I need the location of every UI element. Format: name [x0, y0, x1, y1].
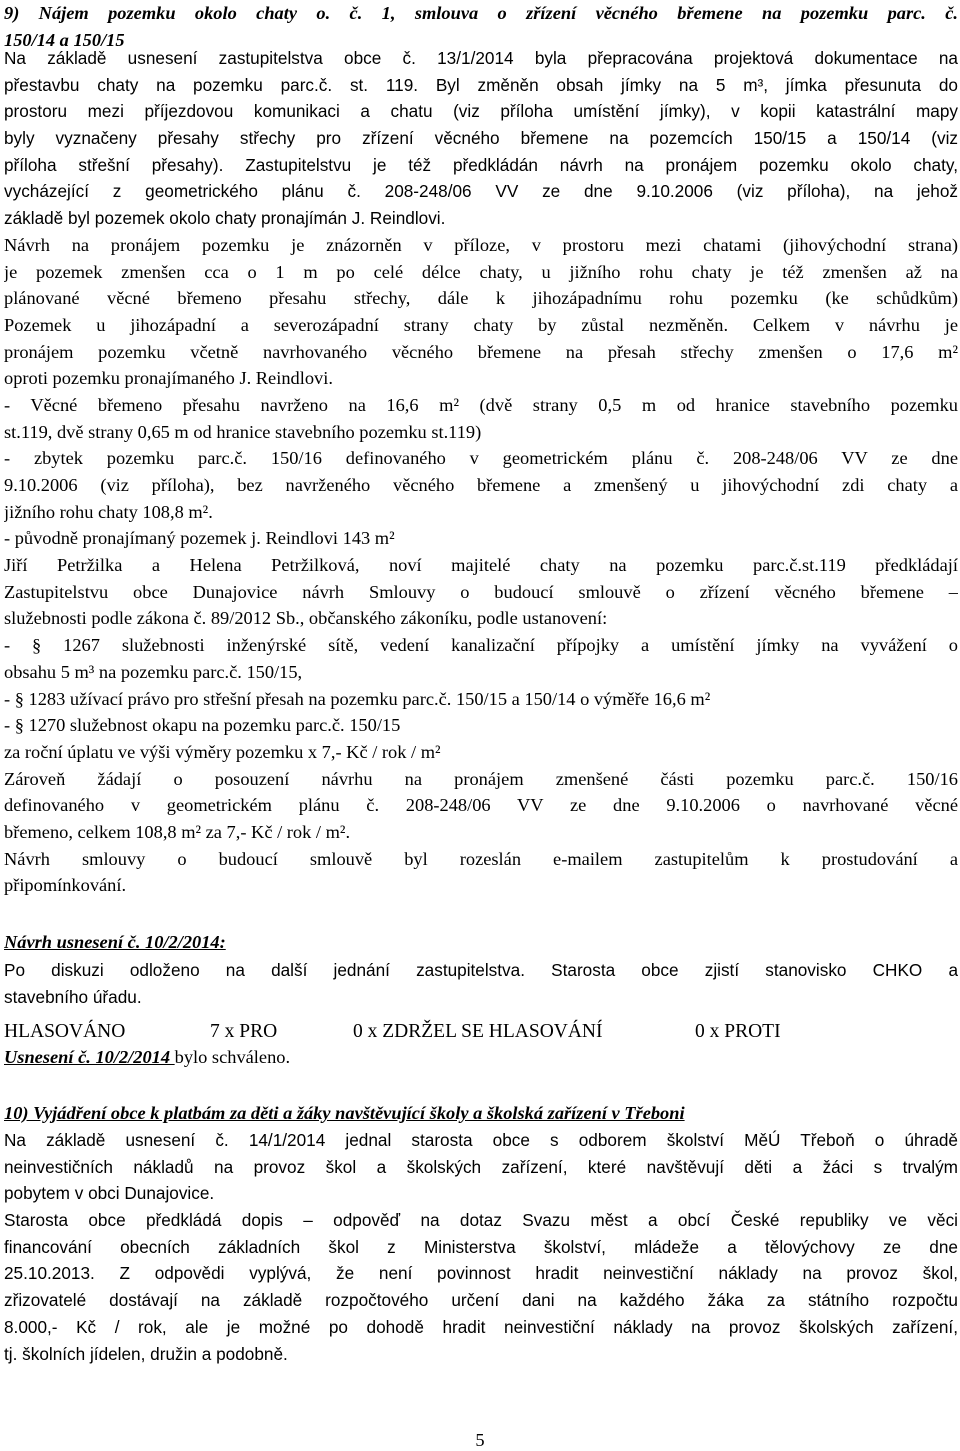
body-line: - § 1283 užívací právo pro střešní přesah na pozemku parc.č. 150/15 a 150/14 o výměře 16,6 m² — [4, 688, 711, 709]
body-line: 25.10.2013. Z odpovědi vyplývá, že není povinnost hradit neinvestiční náklady na provoz škol, — [4, 1263, 958, 1284]
body-line: prostoru mezi příjezdovou komunikaci a chatu (viz příloha umístění jímky), v kopii katastrální mapy — [4, 101, 958, 122]
body-line: obsahu 5 m³ na pozemku parc.č. 150/15, — [4, 661, 303, 682]
body-line: definovaného v geometrickém plánu č. 208-248/06 VV ze dne 9.10.2006 o navrhované věcné — [4, 795, 958, 816]
vote-label: HLASOVÁNO — [4, 1021, 126, 1042]
body-line: Starosta obce předkládá dopis – odpověď na dotaz Svazu měst a obcí České republiky ve věci — [4, 1210, 958, 1231]
resolution-label: Usnesení č. 10/2/2014 — [4, 1047, 175, 1067]
body-line: přestavbu chaty na pozemku parc.č. st. 119. Byl změněn obsah jímky na 5 m³, jímka přesunuta do — [4, 74, 958, 95]
section-10-heading — [4, 1100, 958, 1127]
body-line: vycházející z geometrického plánu č. 208-248/06 VV ze dne 9.10.2006 (viz příloha), na jehož — [4, 181, 958, 202]
body-line: připomínkování. — [4, 875, 127, 896]
resolution-text: bylo schváleno. — [174, 1047, 291, 1067]
body-line: služebnosti podle zákona č. 89/2012 Sb., občanského zákoníku, podle ustanovení: — [4, 608, 608, 629]
body-line: byly vyznačeny přesahy střechy pro zřízení věcného břemene na pozemcích 150/15 a 150/14 (viz — [4, 128, 958, 149]
body-line: Pozemek u jihozápadní a severozápadní strany chaty by zůstal nezměněn. Celkem v návrhu je — [4, 314, 958, 335]
body-line: 8.000,- Kč / rok, ale je možné po dohodě hradit neinvestiční náklady na provoz školských zařízení, — [4, 1316, 958, 1337]
body-line: Po diskuzi odloženo na další jednání zastupitelstva. Starosta obce zjistí stanovisko CHKO a — [4, 960, 958, 980]
body-line: - původně pronajímaný pozemek j. Reindlovi 143 m² — [4, 528, 395, 549]
heading-line: 150/14 a 150/15 — [4, 29, 125, 50]
body-line: Návrh smlouvy o budoucí smlouvě byl rozeslán e-mailem zastupitelům k prostudování a — [4, 848, 958, 869]
body-line: pronájem pozemku včetně navrhovaného věcného břemene na přesah střechy zmenšen o 17,6 m² — [4, 341, 958, 362]
body-line: 9.10.2006 (viz příloha), bez navrženého věcného břemene a zmenšený u jihovýchodní zdi chaty a — [4, 475, 958, 495]
body-line: oproti pozemku pronajímaného J. Reindlovi. — [4, 368, 333, 389]
vote-against: 0 x PROTI — [695, 1021, 781, 1042]
section-9-body — [4, 45, 958, 899]
heading-line: 10) Vyjádření obce k platbám za děti a žáky navštěvující školy a školská zařízení v Třeboni — [4, 1103, 685, 1123]
body-line: plánované věcné břemeno přesahu střechy, dále k jihozápadnímu rohu pozemku (ke schůdkům) — [4, 288, 958, 309]
body-line: Na základě usnesení zastupitelstva obce č. 13/1/2014 byla přepracována projektová dokumentace na — [4, 48, 958, 68]
body-line: - § 1270 služebnost okapu na pozemku parc.č. 150/15 — [4, 715, 401, 736]
proposal-heading-block — [4, 929, 958, 956]
section-10-body — [4, 1127, 958, 1367]
body-line: Zastupitelstvu obce Dunajovice návrh Smlouvy o budoucí smlouvě o zřízení věcného břemene – — [4, 581, 958, 602]
vote-line — [4, 1019, 958, 1046]
body-line: za roční úplatu ve výši výměry pozemku x 7,- Kč / rok / m² — [4, 741, 441, 762]
body-line: tj. školních jídelen, družin a podobně. — [4, 1343, 288, 1364]
page-number: 5 — [475, 1430, 485, 1450]
vote-abstain: 0 x ZDRŽEL SE HLASOVÁNÍ — [353, 1021, 603, 1042]
body-line: - Věcné břemeno přesahu navrženo na 16,6 m² (dvě strany 0,5 m od hranice stavebního pozemku — [4, 394, 958, 415]
body-line: financování obecních základních škol z Ministerstva školství, mládeže a tělovýchovy ze dne — [4, 1236, 958, 1257]
body-line: příloha střešní přesahy). Zastupitelstvu je též předkládán návrh na pronájem pozemku okolo chaty, — [4, 154, 958, 175]
vote-pro: 7 x PRO — [210, 1021, 278, 1042]
body-line: st.119, dvě strany 0,65 m od hranice stavebního pozemku st.119) — [4, 421, 482, 442]
heading-line: 9) Nájem pozemku okolo chaty o. č. 1, smlouva o zřízení věcného břemene na pozemku parc. č. — [4, 3, 958, 23]
resolution-line — [4, 1044, 958, 1071]
proposal-heading: Návrh usnesení č. 10/2/2014: — [4, 932, 226, 952]
body-line: Na základě usnesení č. 14/1/2014 jednal starosta obce s odborem školství MěÚ Třeboň o úhradě — [4, 1130, 958, 1150]
body-line: zřizovatelé dostávají na základě rozpočtového určení dani na každého žáka za státního rozpočtu — [4, 1290, 958, 1311]
proposal-body — [4, 957, 958, 1010]
body-line: - zbytek pozemku parc.č. 150/16 definovaného v geometrickém plánu č. 208-248/06 VV ze dne — [4, 448, 958, 469]
body-line: stavebního úřadu. — [4, 986, 142, 1007]
body-line: základě byl pozemek okolo chaty pronajímán J. Reindlovi. — [4, 208, 446, 229]
body-line: Návrh na pronájem pozemku je znázorněn v příloze, v prostoru mezi chatami (jihovýchodní strana) — [4, 234, 958, 255]
body-line: pobytem v obci Dunajovice. — [4, 1183, 215, 1204]
body-line: Jiří Petržilka a Helena Petržilková, noví majitelé chaty na pozemku parc.č.st.119 předkládají — [4, 555, 958, 576]
body-line: neinvestičních nákladů na provoz škol a školských zařízení, které navštěvují děti a žáci s trvalým — [4, 1156, 958, 1177]
body-line: břemeno, celkem 108,8 m² za 7,- Kč / rok / m². — [4, 821, 351, 842]
body-line: - § 1267 služebnosti inženýrské sítě, vedení kanalizační přípojky a umístění jímky na vyvážení o — [4, 635, 958, 656]
body-line: je pozemek zmenšen cca o 1 m po celé délce chaty, u jižního rohu chaty je též zmenšen až na — [4, 261, 958, 282]
body-line: Zároveň žádají o posouzení návrhu na pronájem zmenšené části pozemku parc.č. 150/16 — [4, 768, 958, 789]
body-line: jižního rohu chaty 108,8 m². — [4, 501, 213, 522]
